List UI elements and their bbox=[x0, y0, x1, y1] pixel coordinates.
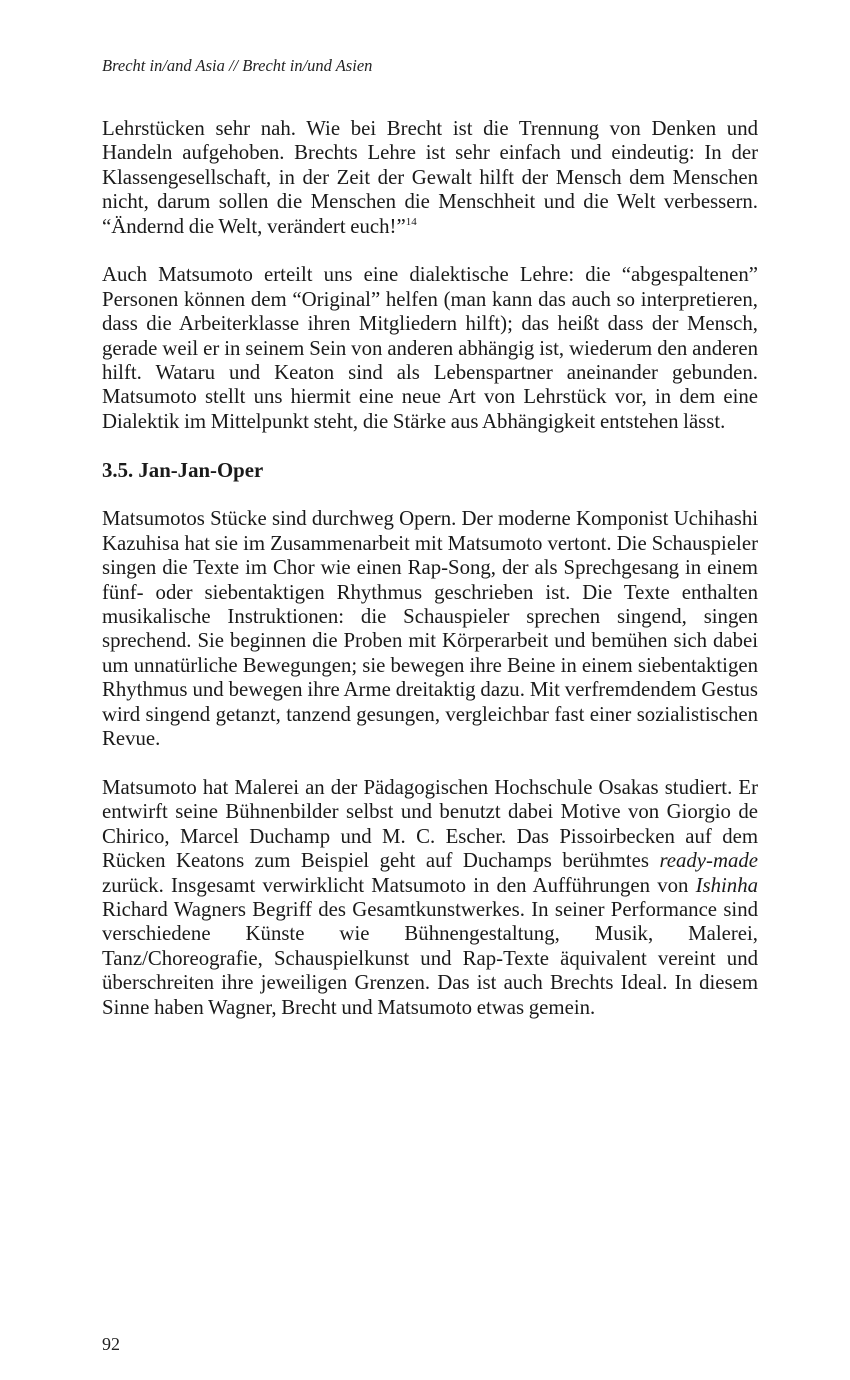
paragraph-4-italic-ishinha: Ishinha bbox=[695, 873, 758, 897]
paragraph-3: Matsumotos Stücke sind durchweg Opern. Der moderne Komponist Uchihashi Kazuhisa hat sie im Zusammenarbeit mit Matsumoto vertont. Die Schauspieler singen die Texte im Chor wie einen Rap-Song, der als Sprechgesang in einem fünf- oder siebentaktigen Rhythmus geschrieben ist. Die Texte enthalten musikalische Instruktionen: die Schauspieler sprechen singend, singen sprechend. Sie beginnen die Proben mit Körperarbeit und bemühen sich dabei um unnatürliche Bewegungen; sie bewegen ihre Beine in einem siebentaktigen Rhythmus und bewegen ihre Arme dreitaktig dazu. Mit verfremdendem Gestus wird singend getanzt, tanzend gesungen, vergleichbar fast einer sozialistischen Revue. bbox=[102, 507, 758, 751]
running-header: Brecht in/and Asia // Brecht in/und Asien bbox=[102, 56, 373, 75]
paragraph-4 bbox=[102, 776, 758, 1020]
paragraph-4-text-b: zurück. Insgesamt verwirklicht Matsumoto in den Aufführungen von bbox=[102, 873, 696, 897]
paragraph-1 bbox=[102, 117, 758, 239]
paragraph-4-text-c: Richard Wagners Begriff des Gesamtkunstwerkes. In seiner Performance sind verschiedene Künste wie Bühnengestaltung, Musik, Malerei, Tanz/Choreografie, Schauspielkunst und Rap-Texte äquivalent vereint und überschreiten ihre jeweiligen Grenzen. Das ist auch Brechts Ideal. In diesem Sinne haben Wagner, Brecht und Matsumoto etwas gemein. bbox=[102, 897, 758, 1019]
paragraph-4-text-a: Matsumoto hat Malerei an der Pädagogischen Hochschule Osakas studiert. Er entwirft seine Bühnenbilder selbst und benutzt dabei Motive von Giorgio de Chirico, Marcel Duchamp und M. C. Escher. Das Pissoirbecken auf dem Rücken Keatons zum Beispiel geht auf Duchamps berühmtes bbox=[102, 775, 758, 873]
footnote-ref-14[interactable]: 14 bbox=[405, 215, 417, 228]
paragraph-1-text: Lehrstücken sehr nah. Wie bei Brecht ist die Trennung von Denken und Handeln aufgehoben. Brechts Lehre ist sehr einfach und eindeutig: In der Klassengesellschaft, in der Zeit der Gewalt hilft der Mensch dem Menschen nicht, darum sollen die Menschen die Menschheit und die Welt verbessern. “Ändernd die Welt, verändert euch!” bbox=[102, 117, 758, 238]
paragraph-2: Auch Matsumoto erteilt uns eine dialektische Lehre: die “abgespaltenen” Personen können dem “Original” helfen (man kann das auch so interpretieren, dass die Arbeiterklasse ihren Mitgliedern hilft); das heißt dass der Mensch, gerade weil er in seinem Sein von anderen abhängig ist, wiederum den anderen hilft. Wataru und Keaton sind als Lebenspartner aneinander gebunden. Matsumoto stellt uns hiermit eine neue Art von Lehrstück vor, in dem eine Dialektik im Mittelpunkt steht, die Stärke aus Abhängigkeit entstehen lässt. bbox=[102, 263, 758, 433]
page-body bbox=[102, 117, 758, 1020]
paragraph-4-italic-readymade: ready-made bbox=[659, 849, 758, 873]
section-heading: 3.5. Jan-Jan-Oper bbox=[102, 458, 264, 482]
page-number: 92 bbox=[102, 1334, 120, 1354]
